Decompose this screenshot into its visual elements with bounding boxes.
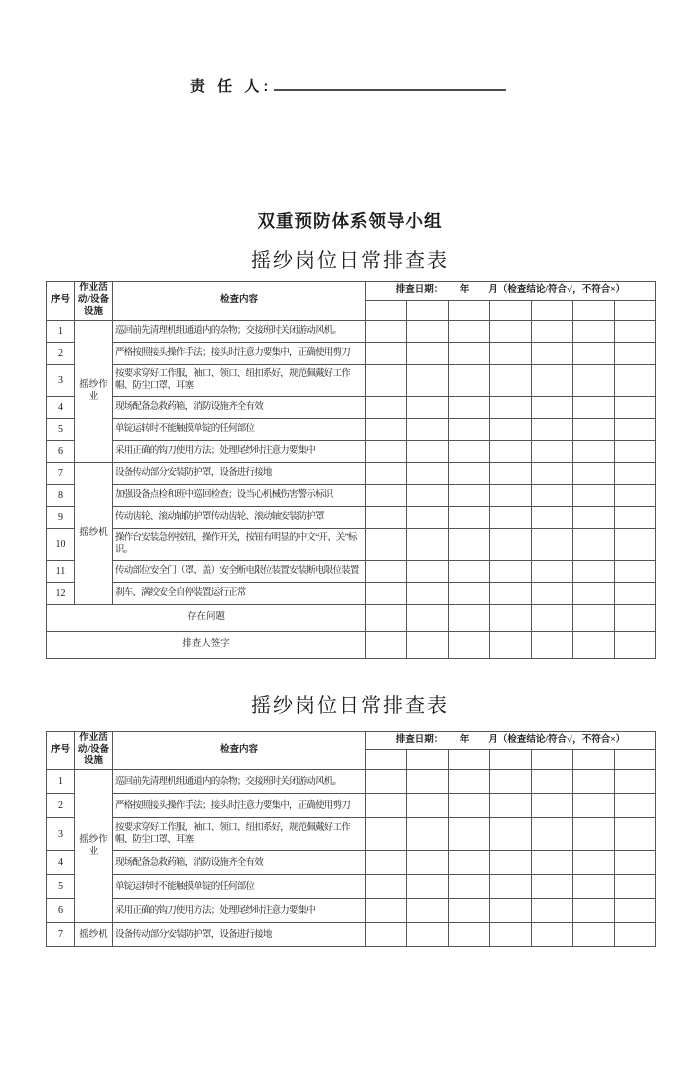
check-cell[interactable]	[366, 418, 407, 440]
check-cell[interactable]	[490, 818, 531, 851]
check-cell[interactable]	[407, 462, 448, 484]
check-cell[interactable]	[531, 875, 572, 899]
check-cell[interactable]	[366, 528, 407, 560]
date-sub-cell[interactable]	[573, 300, 614, 320]
check-cell[interactable]	[531, 631, 572, 658]
check-cell[interactable]	[448, 770, 489, 794]
row-number: 9	[47, 506, 75, 528]
row-number: 2	[47, 342, 75, 364]
check-cell[interactable]	[614, 818, 655, 851]
check-cell[interactable]	[490, 528, 531, 560]
check-cell[interactable]	[448, 342, 489, 364]
check-cell[interactable]	[614, 582, 655, 604]
table2-title: 摇纱岗位日常排查表	[251, 694, 449, 717]
group-label: 摇纱机	[75, 462, 113, 604]
check-item-content: 严格按照接头操作手法；接头时注意力要集中，正确使用剪刀	[113, 342, 366, 364]
date-header: 排查日期： 年 月（检查结论/符合√，不符合×）	[366, 282, 656, 301]
check-cell[interactable]	[366, 560, 407, 582]
check-cell[interactable]	[490, 462, 531, 484]
check-cell[interactable]	[490, 320, 531, 342]
row-number: 7	[47, 923, 75, 947]
check-cell[interactable]	[448, 923, 489, 947]
check-item-content: 严格按照接头操作手法；接头时注意力要集中，正确使用剪刀	[113, 794, 366, 818]
check-cell[interactable]	[573, 364, 614, 396]
check-cell[interactable]	[407, 851, 448, 875]
check-cell[interactable]	[448, 528, 489, 560]
check-cell[interactable]	[490, 506, 531, 528]
row-number: 6	[47, 440, 75, 462]
row-number: 1	[47, 320, 75, 342]
check-cell[interactable]	[366, 631, 407, 658]
check-cell[interactable]	[448, 818, 489, 851]
date-header: 排查日期： 年 月（检查结论/符合√，不符合×）	[366, 731, 656, 750]
row-number: 7	[47, 462, 75, 484]
check-cell[interactable]	[490, 770, 531, 794]
check-cell[interactable]	[366, 396, 407, 418]
check-cell[interactable]	[573, 484, 614, 506]
row-number: 12	[47, 582, 75, 604]
date-sub-cell[interactable]	[614, 300, 655, 320]
date-sub-cell[interactable]	[531, 300, 572, 320]
check-cell[interactable]	[490, 631, 531, 658]
check-cell[interactable]	[490, 396, 531, 418]
check-cell[interactable]	[614, 794, 655, 818]
date-sub-cell[interactable]	[490, 750, 531, 770]
check-cell[interactable]	[407, 484, 448, 506]
check-cell[interactable]	[531, 506, 572, 528]
check-cell[interactable]	[573, 582, 614, 604]
check-cell[interactable]	[573, 528, 614, 560]
header-col-activity: 作业活动/设备设施	[75, 731, 113, 770]
check-cell[interactable]	[614, 528, 655, 560]
check-item-content: 刹车、满绞安全自停装置运行正常	[113, 582, 366, 604]
check-cell[interactable]	[407, 770, 448, 794]
row-number: 4	[47, 851, 75, 875]
check-cell[interactable]	[573, 604, 614, 631]
header-col-content: 检查内容	[113, 282, 366, 321]
date-sub-cell[interactable]	[531, 750, 572, 770]
check-cell[interactable]	[614, 440, 655, 462]
check-cell[interactable]	[614, 320, 655, 342]
check-item-content: 单锭运转时不能触摸单锭的任何部位	[113, 418, 366, 440]
check-cell[interactable]	[614, 875, 655, 899]
check-cell[interactable]	[531, 320, 572, 342]
check-cell[interactable]	[366, 462, 407, 484]
check-cell[interactable]	[531, 851, 572, 875]
check-cell[interactable]	[448, 484, 489, 506]
check-cell[interactable]	[614, 899, 655, 923]
check-cell[interactable]	[407, 818, 448, 851]
check-cell[interactable]	[366, 342, 407, 364]
check-cell[interactable]	[407, 631, 448, 658]
date-sub-cell[interactable]	[490, 300, 531, 320]
check-cell[interactable]	[407, 923, 448, 947]
row-number: 8	[47, 484, 75, 506]
check-cell[interactable]	[366, 923, 407, 947]
date-sub-cell[interactable]	[407, 750, 448, 770]
check-cell[interactable]	[531, 484, 572, 506]
row-number: 6	[47, 899, 75, 923]
inspection-table-1	[46, 281, 656, 659]
org-title: 双重预防体系领导小组	[257, 211, 443, 231]
check-cell[interactable]	[366, 818, 407, 851]
check-cell[interactable]	[407, 899, 448, 923]
check-cell[interactable]	[573, 462, 614, 484]
check-cell[interactable]	[573, 851, 614, 875]
check-cell[interactable]	[573, 560, 614, 582]
check-cell[interactable]	[407, 604, 448, 631]
check-cell[interactable]	[614, 418, 655, 440]
check-cell[interactable]	[531, 440, 572, 462]
check-cell[interactable]	[490, 440, 531, 462]
check-cell[interactable]	[614, 364, 655, 396]
check-cell[interactable]	[407, 320, 448, 342]
responsible-line	[190, 75, 700, 95]
check-item-content: 按要求穿好工作服，袖口、领口、纽扣系好，规范佩戴好工作帽、防尘口罩、耳塞	[113, 364, 366, 396]
inspection-table-2	[46, 731, 656, 948]
check-cell[interactable]	[366, 582, 407, 604]
check-cell[interactable]	[490, 851, 531, 875]
check-cell[interactable]	[448, 440, 489, 462]
check-item-content: 现场配备急救药箱，消防设施齐全有效	[113, 396, 366, 418]
check-cell[interactable]	[531, 342, 572, 364]
check-cell[interactable]	[448, 396, 489, 418]
check-cell[interactable]	[366, 851, 407, 875]
check-cell[interactable]	[573, 770, 614, 794]
row-number: 3	[47, 818, 75, 851]
responsible-label: 责 任 人:	[190, 78, 273, 95]
check-cell[interactable]	[448, 604, 489, 631]
check-cell[interactable]	[614, 851, 655, 875]
check-cell[interactable]	[531, 462, 572, 484]
check-cell[interactable]	[448, 794, 489, 818]
header-col-activity: 作业活动/设备设施	[75, 282, 113, 321]
check-cell[interactable]	[573, 875, 614, 899]
check-cell[interactable]	[531, 582, 572, 604]
check-cell[interactable]	[531, 528, 572, 560]
date-sub-cell[interactable]	[614, 750, 655, 770]
header-col-content: 检查内容	[113, 731, 366, 770]
check-cell[interactable]	[614, 631, 655, 658]
check-item-content: 加强设备点检和班中巡回检查；设当心机械伤害警示标识	[113, 484, 366, 506]
check-cell[interactable]	[490, 604, 531, 631]
check-cell[interactable]	[490, 418, 531, 440]
row-number: 10	[47, 528, 75, 560]
check-cell[interactable]	[366, 794, 407, 818]
check-cell[interactable]	[448, 851, 489, 875]
check-cell[interactable]	[614, 484, 655, 506]
check-item-content: 设备传动部分安装防护罩，设备进行接地	[113, 462, 366, 484]
check-item-content: 巡回前先清理机组通道内的杂物；交接班时关闭游动风机。	[113, 770, 366, 794]
check-item-content: 巡回前先清理机组通道内的杂物；交接班时关闭游动风机。	[113, 320, 366, 342]
check-cell[interactable]	[407, 794, 448, 818]
check-cell[interactable]	[614, 923, 655, 947]
check-cell[interactable]	[490, 794, 531, 818]
check-cell[interactable]	[448, 582, 489, 604]
check-cell[interactable]	[490, 342, 531, 364]
check-cell[interactable]	[407, 396, 448, 418]
check-cell[interactable]	[531, 818, 572, 851]
row-number: 2	[47, 794, 75, 818]
check-cell[interactable]	[573, 506, 614, 528]
check-cell[interactable]	[448, 560, 489, 582]
check-cell[interactable]	[407, 506, 448, 528]
check-cell[interactable]	[366, 484, 407, 506]
group-label: 摇纱作业	[75, 770, 113, 923]
check-cell[interactable]	[573, 923, 614, 947]
check-cell[interactable]	[407, 342, 448, 364]
check-item-content: 采用正确的钩刀使用方法；处理尾纱时注意力要集中	[113, 440, 366, 462]
check-cell[interactable]	[614, 770, 655, 794]
check-cell[interactable]	[366, 875, 407, 899]
check-item-content: 单锭运转时不能触摸单锭的任何部位	[113, 875, 366, 899]
date-sub-cell[interactable]	[448, 300, 489, 320]
check-cell[interactable]	[531, 560, 572, 582]
check-cell[interactable]	[490, 364, 531, 396]
check-cell[interactable]	[407, 364, 448, 396]
table1-title: 摇纱岗位日常排查表	[251, 250, 449, 272]
row-number: 5	[47, 875, 75, 899]
check-cell[interactable]	[490, 560, 531, 582]
check-cell[interactable]	[573, 396, 614, 418]
check-item-content: 操作台安装急停按钮，操作开关，按钮有明显的中文“开、关”标识。	[113, 528, 366, 560]
check-cell[interactable]	[531, 770, 572, 794]
check-cell[interactable]	[614, 462, 655, 484]
check-cell[interactable]	[531, 364, 572, 396]
check-cell[interactable]	[573, 418, 614, 440]
row-number: 4	[47, 396, 75, 418]
check-cell[interactable]	[573, 440, 614, 462]
check-cell[interactable]	[407, 528, 448, 560]
footer-label: 存在问题	[47, 604, 366, 631]
row-number: 11	[47, 560, 75, 582]
check-cell[interactable]	[366, 506, 407, 528]
check-cell[interactable]	[366, 320, 407, 342]
row-number: 1	[47, 770, 75, 794]
check-item-content: 采用正确的钩刀使用方法；处理尾纱时注意力要集中	[113, 899, 366, 923]
check-cell[interactable]	[573, 899, 614, 923]
check-cell[interactable]	[448, 462, 489, 484]
check-cell[interactable]	[573, 794, 614, 818]
header-col-no: 序号	[47, 731, 75, 770]
check-cell[interactable]	[407, 440, 448, 462]
check-cell[interactable]	[407, 582, 448, 604]
check-cell[interactable]	[490, 484, 531, 506]
check-cell[interactable]	[366, 604, 407, 631]
check-cell[interactable]	[366, 440, 407, 462]
check-cell[interactable]	[614, 506, 655, 528]
check-cell[interactable]	[614, 396, 655, 418]
responsible-signature-line[interactable]	[274, 75, 506, 91]
date-sub-cell[interactable]	[366, 750, 407, 770]
check-item-content: 现场配备急救药箱，消防设施齐全有效	[113, 851, 366, 875]
group-label: 摇纱机	[75, 923, 113, 947]
check-cell[interactable]	[490, 582, 531, 604]
row-number: 3	[47, 364, 75, 396]
check-cell[interactable]	[531, 923, 572, 947]
check-cell[interactable]	[614, 560, 655, 582]
check-cell[interactable]	[531, 396, 572, 418]
date-sub-cell[interactable]	[448, 750, 489, 770]
check-cell[interactable]	[614, 604, 655, 631]
check-cell[interactable]	[573, 631, 614, 658]
group-label: 摇纱作业	[75, 320, 113, 462]
check-item-content: 传动齿轮、滚动轴防护罩传动齿轮、滚动轴安装防护罩	[113, 506, 366, 528]
date-sub-cell[interactable]	[407, 300, 448, 320]
check-item-content: 传动部位安全门（罩、盖）安全断电限位装置安装断电限位装置	[113, 560, 366, 582]
check-cell[interactable]	[407, 875, 448, 899]
check-cell[interactable]	[448, 418, 489, 440]
check-item-content: 按要求穿好工作服，袖口、领口、纽扣系好，规范佩戴好工作帽、防尘口罩、耳塞	[113, 818, 366, 851]
check-cell[interactable]	[573, 818, 614, 851]
footer-label: 排查人签字	[47, 631, 366, 658]
check-cell[interactable]	[573, 320, 614, 342]
row-number: 5	[47, 418, 75, 440]
check-cell[interactable]	[531, 794, 572, 818]
check-cell[interactable]	[490, 923, 531, 947]
check-cell[interactable]	[531, 418, 572, 440]
check-cell[interactable]	[407, 418, 448, 440]
date-sub-cell[interactable]	[573, 750, 614, 770]
check-cell[interactable]	[448, 320, 489, 342]
check-cell[interactable]	[573, 342, 614, 364]
check-cell[interactable]	[448, 899, 489, 923]
check-cell[interactable]	[448, 506, 489, 528]
check-item-content: 设备传动部分安装防护罩，设备进行接地	[113, 923, 366, 947]
check-cell[interactable]	[366, 364, 407, 396]
check-cell[interactable]	[407, 560, 448, 582]
check-cell[interactable]	[614, 342, 655, 364]
check-cell[interactable]	[366, 770, 407, 794]
check-cell[interactable]	[531, 604, 572, 631]
check-cell[interactable]	[490, 899, 531, 923]
check-cell[interactable]	[366, 899, 407, 923]
check-cell[interactable]	[448, 875, 489, 899]
header-col-no: 序号	[47, 282, 75, 321]
check-cell[interactable]	[531, 899, 572, 923]
check-cell[interactable]	[448, 631, 489, 658]
check-cell[interactable]	[490, 875, 531, 899]
date-sub-cell[interactable]	[366, 300, 407, 320]
check-cell[interactable]	[448, 364, 489, 396]
